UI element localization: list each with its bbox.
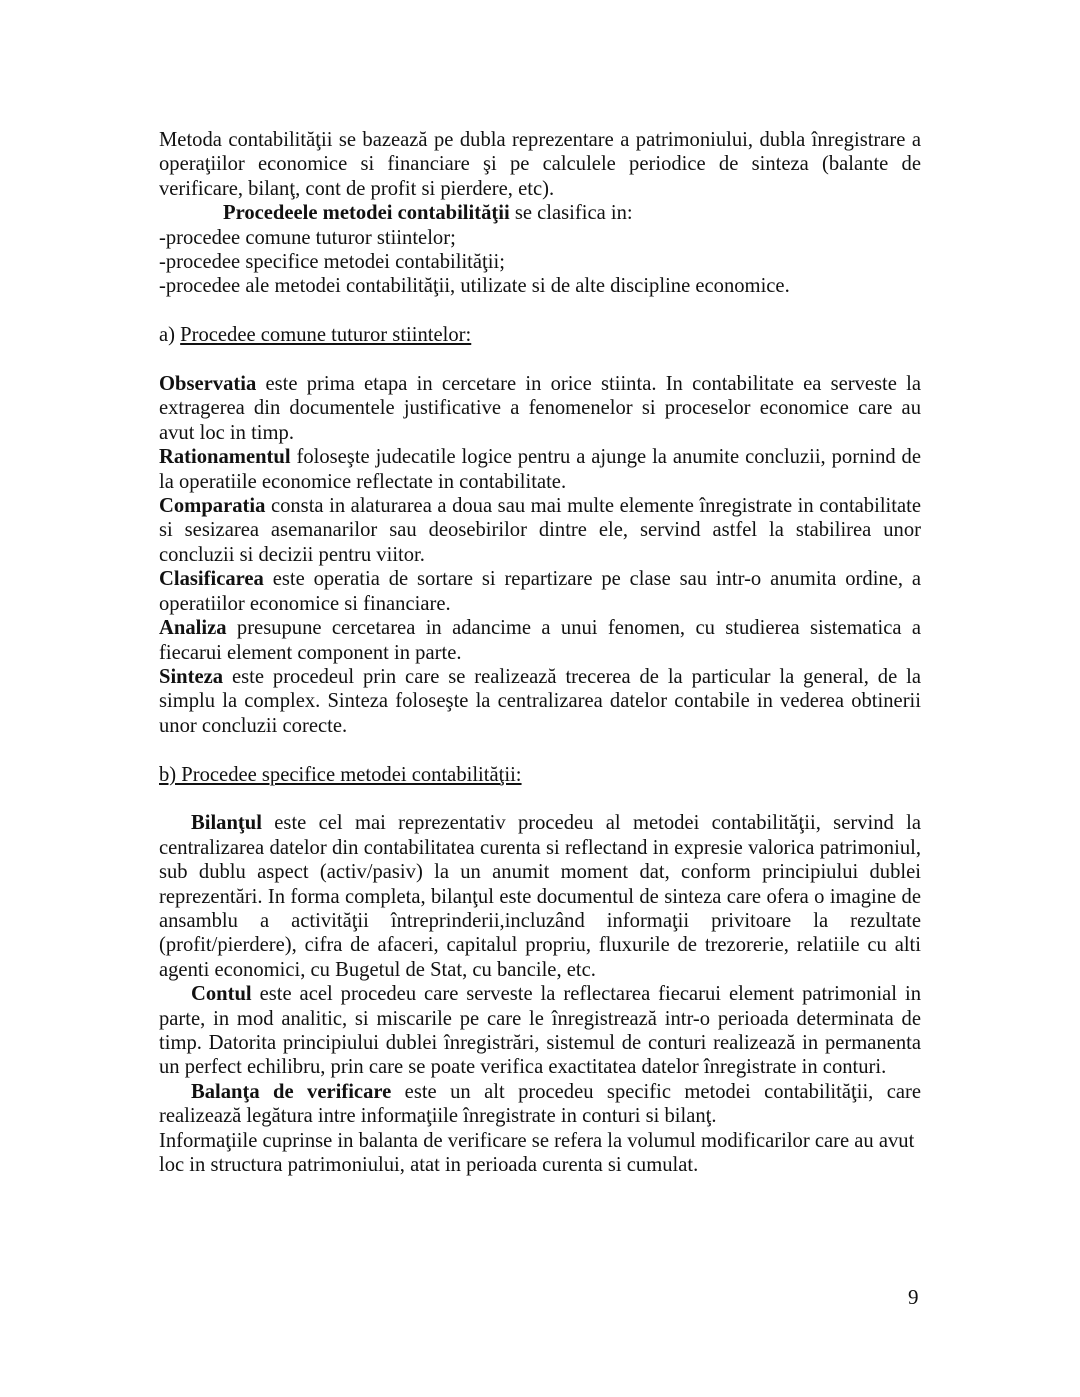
definition: este un alt procedeu specific metodei contabilităţii, care realizează legătura intre informaţiile înregistrate in conturi si bilanţ. (159, 1080, 922, 1128)
term: Clasificarea (159, 568, 264, 591)
section-a-prefix: a) (159, 324, 181, 347)
intro-paragraph: Metoda contabilităţii se bazează pe dubla reprezentare a patrimoniului, dubla înregistrare a operaţiilor economice si financiare şi pe calculele periodice de sinteza (balante de verificare, bilanţ, cont de profit si pierdere, etc). (159, 129, 921, 200)
procedure-sinteza (159, 665, 921, 738)
procedure-clasificarea (159, 567, 921, 616)
procedure-rationamentul (159, 445, 921, 494)
definition: este operatia de sortare si repartizare pe clase sau intr-o anumita ordine, a operatiilor economice si financiare. (159, 568, 921, 615)
definition: este procedeul prin care se realizează trecerea de la particular la general, de la simplu la complex. Sinteza foloseşte la centralizarea datelor contabile in vederea obtinerii unor concluzii corecte. (159, 665, 921, 737)
classification-paragraph (159, 201, 921, 225)
procedure-analiza (159, 616, 921, 665)
section-a-heading (159, 323, 921, 347)
term: Observatia (159, 373, 257, 396)
definition: este acel procedeu care serveste la reflectarea fiecarui element patrimonial in parte, in mod analitic, si miscarile pe care le înregistrează intr-o perioada determinata de timp. Datorita principiului dublei înregistrări, sistemul de conturi realizează in permanenta un perfect echilibru, prin care se poate verifica exactitatea datelor înregistrate in conturi. (159, 983, 921, 1079)
section-b-heading (159, 763, 921, 787)
procedure-observatia (159, 372, 921, 445)
definition: este prima etapa in cercetare in orice stiinta. In contabilitate ea serveste la extragerea din documentele justificative a fenomenelor si proceselor economice care au avut loc in timp. (159, 373, 921, 444)
term: Analiza (159, 617, 227, 640)
section-a-title: Procedee comune tuturor stiintelor: (180, 324, 472, 347)
procedure-bilantul (159, 811, 921, 982)
definition: este cel mai reprezentativ procedeu al metodei contabilităţii, servind la centralizarea datelor din contabilitatea curenta si reflectand in expresie valorica patrimoniul, sub dublu aspect (activ/pasiv) la un anumit moment dat, conform principiului dublei reprezentări. In forma completa, bilanţul este documentul de sinteza care ofera o imagine de ansamblu a activităţii întreprinderii,incluzând informaţii privitoare la rezultate (profit/pierdere), cifra de afaceri, capitalul propriu, fluxurile de trezorerie, relatiile cu alti agenti economici, cu Bugetul de Stat, cu bancile, etc. (159, 812, 921, 981)
term: Bilanţul (191, 812, 262, 835)
classification-term: Procedeele metodei contabilităţii (223, 202, 510, 225)
term: Sinteza (159, 665, 224, 688)
term: Comparatia (159, 495, 266, 518)
section-b-title: b) Procedee specifice metodei contabilităţii: (159, 763, 522, 786)
procedure-balanta (159, 1080, 921, 1129)
definition: consta in alaturarea a doua sau mai multe elemente înregistrate in contabilitate si sesizarea asemanarilor sau deosebirilor dintre ele, servind astfel la stabilirea unor concluzii si decizii pentru viitor. (159, 495, 921, 566)
page-number: 9 (908, 1285, 919, 1309)
classification-text: se clasifica in: (509, 202, 633, 225)
term: Rationamentul (159, 446, 291, 469)
list-item: -procedee specifice metodei contabilităţii; (159, 251, 505, 274)
list-item: -procedee ale metodei contabilităţii, utilizate si de alte discipline economice. (159, 275, 790, 298)
definition: foloseşte judecatile logice pentru a ajunge la anumite concluzii, pornind de la operatiile economice reflectate in contabilitate. (159, 446, 921, 493)
term: Contul (191, 983, 252, 1006)
procedure-comparatia (159, 494, 921, 567)
closing-paragraph: Informaţiile cuprinse in balanta de verificare se refera la volumul modificarilor care au avut loc in structura patrimoniului, atat in perioada curenta si cumulat. (159, 1129, 915, 1176)
list-item: -procedee comune tuturor stiintelor; (159, 226, 456, 249)
procedure-contul (159, 982, 921, 1080)
term: Balanţa de verificare (191, 1080, 392, 1103)
definition: presupune cercetarea in adancime a unui fenomen, cu studierea sistematica a fiecarui element component in parte. (159, 617, 921, 664)
document-page (159, 128, 921, 1177)
